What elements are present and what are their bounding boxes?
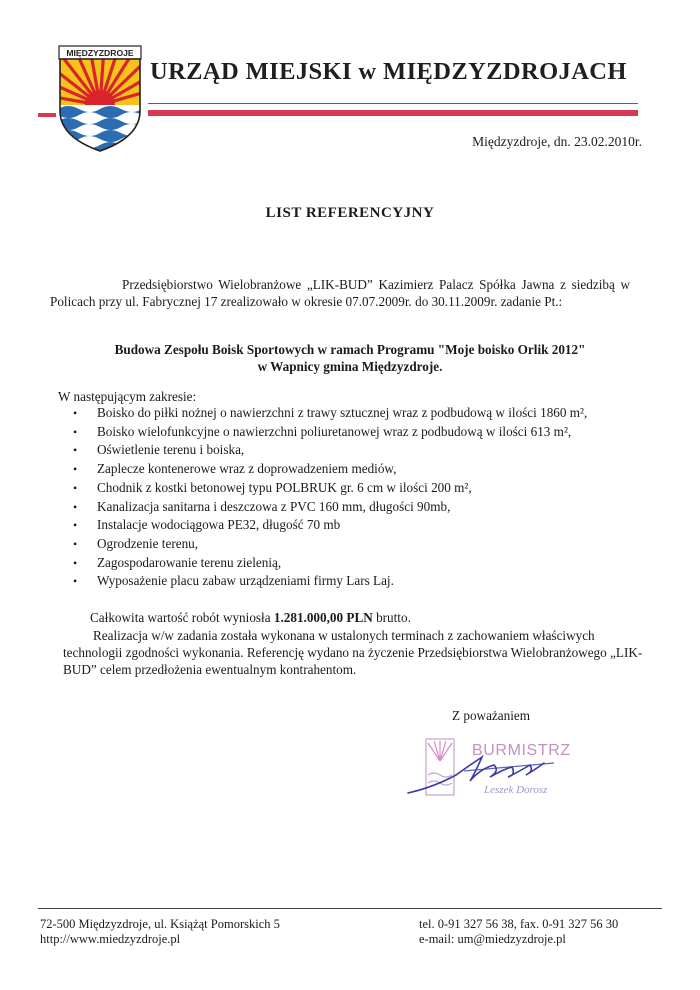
total-value-prefix: Całkowita wartość robót wyniosła [90, 610, 274, 625]
scope-list-item [60, 441, 660, 460]
bullet-icon: • [73, 406, 78, 420]
bullet-icon: • [73, 518, 78, 533]
scope-item-text: Chodnik z kostki betonowej typu POLBRUK gr. 6 cm w ilości 200 m², [97, 479, 472, 495]
scope-list-item [60, 554, 660, 573]
project-title-line-1: Budowa Zespołu Boisk Sportowych w ramach Programu "Moje boisko Orlik 2012" [114, 342, 586, 357]
scope-item-text: Oświetlenie terenu i boiska, [97, 442, 245, 458]
scope-list-item [60, 535, 660, 554]
footer-phone-fax: tel. 0-91 327 56 38, fax. 0-91 327 56 30 [419, 917, 619, 931]
scope-list-item [60, 572, 660, 591]
closing-text: Realizacja w/w zadania została wykonana w ustalonych terminach z zachowaniem właściwych technologii zgodności wykonania. Referencję wydano na życzenie Przedsiębiorstwa Wielobranżowego „LIK-BUD” celem przedłożenia ewentualnym kontrahentom. [63, 628, 643, 677]
document-title: LIST REFERENCYJNY [265, 205, 435, 221]
bullet-icon: • [73, 555, 78, 570]
footer-website-link[interactable]: http://www.miedzyzdroje.pl [40, 932, 181, 946]
bullet-icon: • [73, 536, 78, 551]
scope-list-item [60, 404, 660, 423]
svg-text:MIĘDZYZDROJE: MIĘDZYZDROJE [66, 48, 134, 58]
scope-item-text: Boisko wielofunkcyjne o nawierzchni poliuretanowej wraz z podbudową w ilości 613 m², [97, 423, 572, 439]
bullet-icon: • [73, 574, 78, 589]
scope-heading: W następującym zakresie: [58, 389, 197, 404]
footer-address-block [40, 917, 280, 947]
scope-list-item [60, 479, 660, 498]
bullet-icon: • [73, 424, 78, 439]
bullet-icon: • [73, 462, 78, 477]
scope-item-text: Ogrodzenie terenu, [97, 535, 199, 551]
bullet-icon: • [73, 443, 78, 458]
footer-email-link[interactable]: e-mail: um@miedzyzdroje.pl [419, 932, 566, 946]
closing-paragraph [63, 627, 643, 678]
total-value-suffix: brutto. [372, 610, 411, 625]
svg-text:BURMISTRZ: BURMISTRZ [472, 742, 571, 759]
date-line: Międzyzdroje, dn. 23.02.2010r. [472, 134, 642, 149]
scope-item-text: Zagospodarowanie terenu zielenią, [97, 554, 282, 570]
total-value-line [90, 610, 411, 626]
regards-line: Z poważaniem [452, 708, 530, 723]
letterhead-thin-rule [148, 103, 638, 104]
project-title [60, 341, 640, 375]
scope-item-text: Kanalizacja sanitarna i deszczowa z PVC 160 mm, długości 90mb, [97, 498, 451, 514]
scope-list-item [60, 460, 660, 479]
scope-item-text: Boisko do piłki nożnej o nawierzchni z trawy sztucznej wraz z podbudową w ilości 1860 m², [97, 405, 588, 420]
svg-text:Leszek Dorosz: Leszek Dorosz [484, 784, 548, 796]
mayor-stamp-and-signature [404, 735, 594, 805]
letterhead-thick-rule [148, 110, 638, 116]
letterhead-left-rule [38, 113, 56, 117]
scope-list-item [60, 423, 660, 442]
footer-contact-block [419, 917, 618, 947]
intro-paragraph: Przedsiębiorstwo Wielobranżowe „LIK-BUD” Kazimierz Palacz Spółka Jawna z siedzibą w Policach przy ul. Fabrycznej 17 zrealizowało w okresie 07.07.2009r. do 30.11.2009r. zadanie Pt.: [50, 277, 630, 309]
scope-item-text: Instalacje wodociągowa PE32, długość 70 mb [97, 517, 341, 533]
footer-rule [38, 908, 662, 909]
scope-list [60, 404, 660, 591]
bullet-icon: • [73, 480, 78, 495]
scope-item-text: Wyposażenie placu zabaw urządzeniami firmy Lars Laj. [97, 573, 394, 589]
town-crest-logo [58, 45, 142, 153]
total-value-amount: 1.281.000,00 PLN [273, 610, 373, 625]
bullet-icon: • [73, 499, 78, 514]
office-name-heading: URZĄD MIEJSKI w MIĘDZYZDROJACH [150, 58, 627, 85]
scope-list-item [60, 516, 660, 535]
scope-list-item [60, 498, 660, 517]
footer-address: 72-500 Międzyzdroje, ul. Książąt Pomorskich 5 [40, 917, 280, 931]
project-title-line-2: w Wapnicy gmina Międzyzdroje. [257, 359, 443, 374]
scope-item-text: Zaplecze kontenerowe wraz z doprowadzeniem mediów, [97, 461, 397, 477]
